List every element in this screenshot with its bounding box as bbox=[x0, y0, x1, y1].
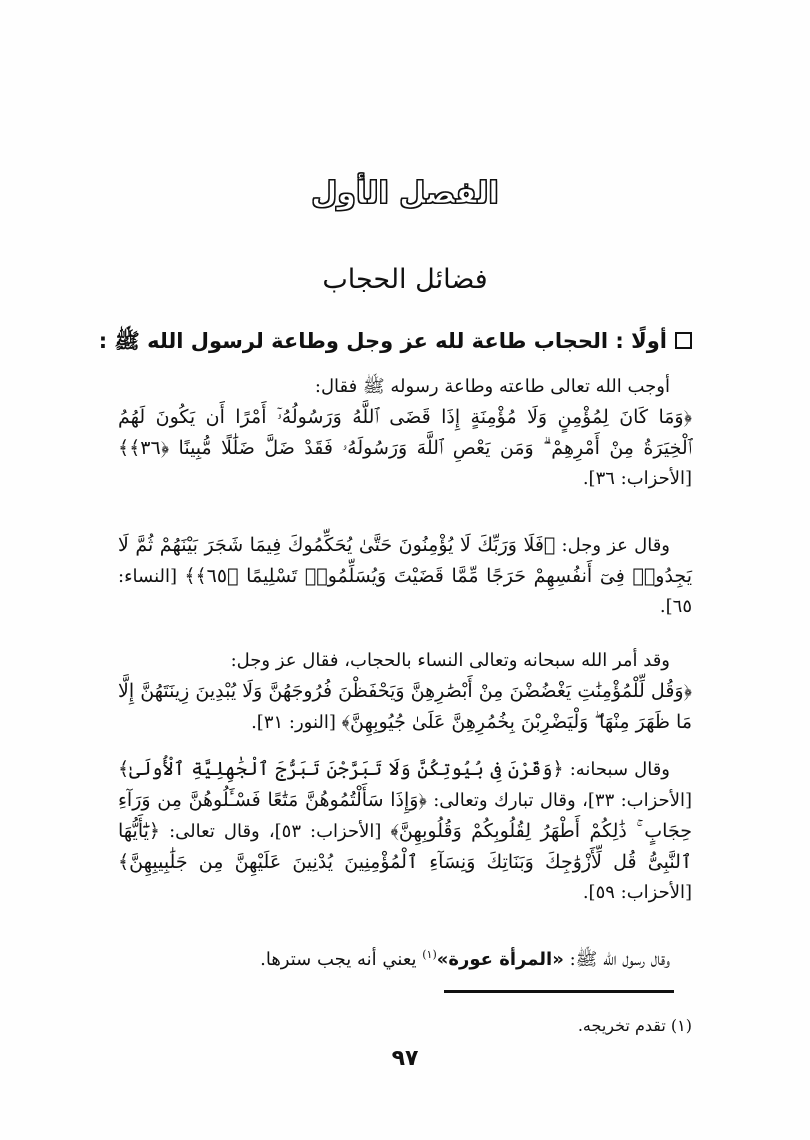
checkbox-icon bbox=[675, 332, 692, 349]
paragraph-3 bbox=[118, 646, 692, 738]
paragraph-1-verse: ﴿وَمَا كَانَ لِمُؤْمِنٍ وَلَا مُؤْمِنَةٍ إِذَا قَضَى ٱللَّهُ وَرَسُولُهُۥٓ أَمْرًا أَن يَكُونَ لَهُمُ ٱلْخِيَرَةُ مِنْ أَمْرِهِمْ ۗ وَمَن يَعْصِ ٱللَّهَ وَرَسُولَهُۥ فَقَدْ ضَلَّ ضَلَٰلًا مُّبِينًا ﴿٣٦﴾﴾ bbox=[118, 406, 692, 459]
paragraph-3-verse: ﴿وَقُل لِّلْمُؤْمِنَٰتِ يَغْضُضْنَ مِنْ أَبْصَٰرِهِنَّ وَيَحْفَظْنَ فُرُوجَهُنَّ وَلَا يُبْدِينَ زِينَتَهُنَّ إِلَّا مَا ظَهَرَ مِنْهَا ۖ وَلْيَضْرِبْنَ بِخُمُرِهِنَّ عَلَىٰ جُيُوبِهِنَّ﴾ bbox=[118, 680, 692, 733]
paragraph-1 bbox=[118, 372, 692, 494]
footnote-mark: (١) bbox=[422, 948, 437, 961]
paragraph-5-tail: يعني أنه يجب سترها. bbox=[260, 949, 417, 970]
heading-line bbox=[98, 324, 692, 358]
paragraph-3-intro: وقد أمر الله سبحانه وتعالى النساء بالحجاب، فقال عز وجل: bbox=[230, 650, 670, 671]
footnote: (١) تقدم تخريجه. bbox=[577, 1016, 692, 1035]
paragraph-5 bbox=[118, 940, 692, 975]
paragraph-2-intro: وقال عز وجل: bbox=[561, 535, 670, 556]
paragraph-5-intro: وقال رسول الله ﷺ: bbox=[569, 949, 670, 970]
paragraph-4 bbox=[118, 754, 692, 908]
paragraph-3-ref: [النور: ٣١]. bbox=[251, 712, 336, 733]
paragraph-4-intro3: وقال تعالى: bbox=[169, 821, 260, 842]
paragraph-4-ref: [الأحزاب: ٣٣]، bbox=[582, 790, 692, 811]
paragraph-2-ref: [النساء: ٦٥]. bbox=[118, 566, 692, 617]
hadith-text: «المرأة عورة» bbox=[436, 949, 564, 970]
page-number: ٩٧ bbox=[391, 1046, 419, 1071]
chapter-title: الفصل الأول bbox=[311, 176, 499, 211]
paragraph-4-ref2: [الأحزاب: ٥٣]، bbox=[268, 821, 382, 842]
paragraph-1-intro: أوجب الله تعالى طاعته وطاعة رسوله ﷺ فقال: bbox=[314, 376, 670, 397]
paragraph-4-verse2: ﴿وَإِذَا سَأَلْتُمُوهُنَّ مَتَٰعًا فَسْـَٔلُوهُنَّ مِن وَرَآءِ حِجَابٍ ۚ ذَٰلِكُمْ أَطْهَرُ لِقُلُوبِكُمْ وَقُلُوبِهِنَّ﴾ bbox=[118, 789, 692, 842]
paragraph-4-ref3: [الأحزاب: ٥٩]. bbox=[582, 882, 692, 903]
paragraph-4-verse: ﴿وَقَرْنَ فِى بُيُوتِكُنَّ وَلَا تَبَرَّجْنَ تَبَرُّجَ ٱلْجَٰهِلِيَّةِ ٱلْأُولَىٰ﴾ bbox=[118, 758, 564, 780]
paragraph-4-intro: وقال سبحانه: bbox=[569, 759, 670, 780]
heading-text: أولًا : الحجاب طاعة لله عز وجل وطاعة لرسول الله ﷺ : bbox=[98, 329, 667, 353]
paragraph-2 bbox=[118, 530, 692, 622]
footnote-divider bbox=[444, 990, 674, 993]
paragraph-4-verse3: ﴿يَٰٓأَيُّهَا ٱلنَّبِىُّ قُل لِّأَزْوَٰجِكَ وَبَنَاتِكَ وَنِسَآءِ ٱلْمُؤْمِنِينَ يُدْنِينَ عَلَيْهِنَّ مِن جَلَٰبِيبِهِنَّ﴾ bbox=[118, 820, 692, 873]
paragraph-4-intro2: وقال تبارك وتعالى: bbox=[433, 790, 576, 811]
paragraph-2-verse: ﴿فَلَا وَرَبِّكَ لَا يُؤْمِنُونَ حَتَّىٰ يُحَكِّمُوكَ فِيمَا شَجَرَ بَيْنَهُمْ ثُمَّ لَا يَجِدُوا۟ فِىٓ أَنفُسِهِمْ حَرَجًا مِّمَّا قَضَيْتَ وَيُسَلِّمُوا۟ تَسْلِيمًا ﴿٦٥﴾﴾ bbox=[118, 534, 692, 587]
section-title: فضائل الحجاب bbox=[322, 264, 488, 295]
paragraph-1-ref: [الأحزاب: ٣٦]. bbox=[582, 468, 692, 489]
